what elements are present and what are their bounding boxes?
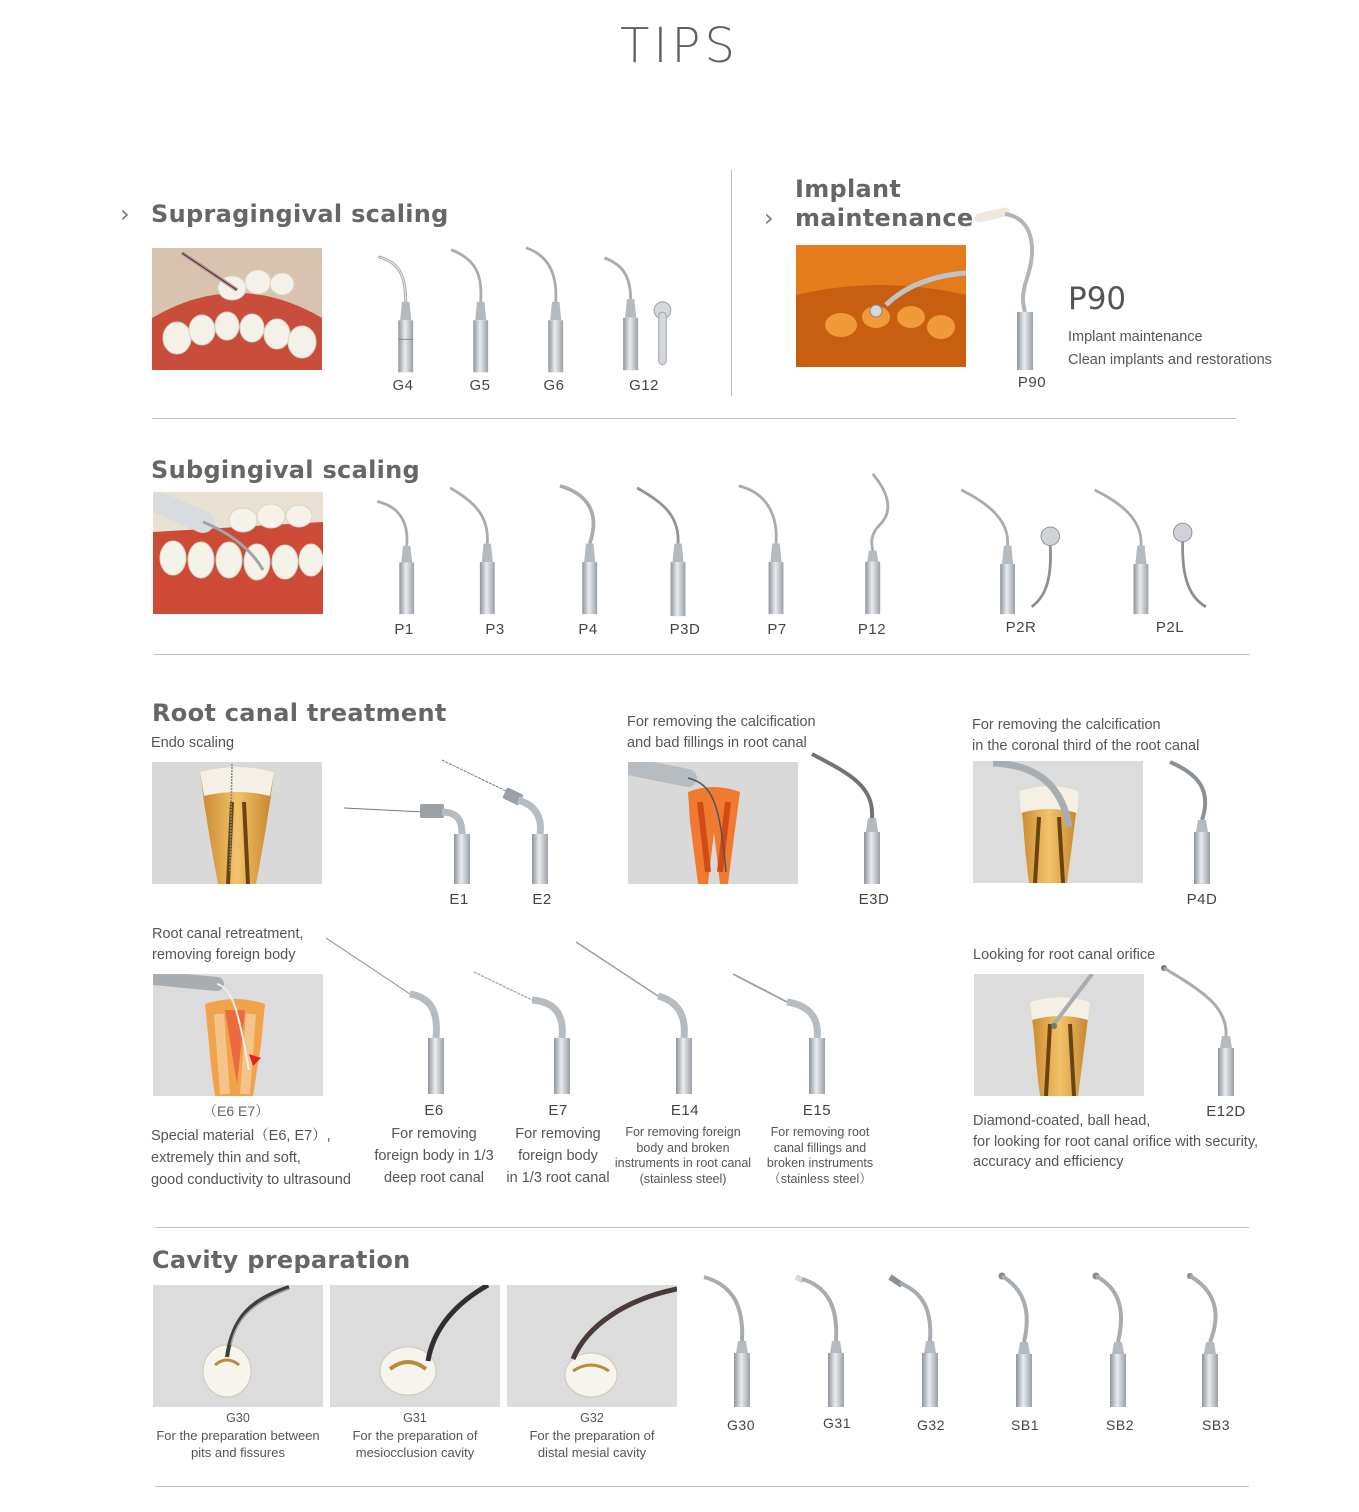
implant-photo [796, 245, 966, 367]
calcification-caption-2 [972, 715, 1199, 757]
calc2-line2: in the coronal third of the root canal [972, 738, 1200, 754]
tip-e12d-image [1160, 964, 1244, 1098]
tip-label-p3d: P3D [669, 621, 701, 638]
cavity-photo-g30 [153, 1285, 323, 1407]
subgingival-photo [153, 492, 323, 614]
e7-line3: in 1/3 root canal [506, 1170, 610, 1186]
tip-label-g32: G32 [917, 1417, 945, 1433]
section-divider [155, 1486, 1249, 1487]
tip-label-p4: P4 [578, 621, 598, 638]
tip-label-g5: G5 [469, 377, 491, 394]
tip-label-g30: G30 [727, 1417, 755, 1433]
tip-label-p90: P90 [1017, 374, 1047, 391]
p90-big-label: P90 [1068, 281, 1127, 317]
cavity-line2-g31: mesiocclusion cavity [355, 1444, 475, 1460]
tip-label-p2r: P2R [1005, 619, 1037, 636]
tip-label-p4d: P4D [1186, 891, 1218, 908]
orifice-photo [974, 974, 1144, 1096]
diamond-coated-text [973, 1111, 1258, 1173]
e14-line1: For removing foreign [625, 1125, 741, 1139]
tip-p90-image [975, 208, 1055, 374]
e15-line2: canal fillings and [773, 1140, 867, 1155]
cavity-heading: Cavity preparation [152, 1246, 411, 1274]
e7-description [500, 1123, 616, 1189]
tip-e3d-image [810, 752, 886, 886]
retreat-line1: Root canal retreatment, [152, 926, 304, 942]
special-line2: extremely thin and soft, [151, 1150, 301, 1166]
tip-p3d-image [633, 486, 697, 618]
retreat-line2: removing foreign body [152, 946, 296, 963]
tip-e7-image [474, 970, 572, 1096]
tip-g30-image [702, 1275, 758, 1409]
tip-sb2-image [1092, 1272, 1134, 1409]
orifice-label: Looking for root canal orifice [973, 947, 1156, 963]
p90-desc-line1: Implant maintenance [1068, 329, 1203, 345]
tip-label-e3d: E3D [858, 891, 890, 908]
tip-label-p1: P1 [394, 621, 414, 638]
cavity-code-g30: G30 [226, 1411, 250, 1425]
e15-description [760, 1125, 880, 1187]
section-divider [155, 1227, 1249, 1228]
e7-line1: For removing [515, 1126, 601, 1142]
tip-label-g31: G31 [823, 1415, 851, 1431]
cavity-photo-g32 [507, 1285, 677, 1407]
tip-label-e7: E7 [548, 1102, 568, 1119]
tip-g12-image [600, 256, 680, 374]
tip-g5-image [447, 246, 507, 376]
tip-label-p3: P3 [485, 621, 505, 638]
retreatment-photo [153, 974, 323, 1096]
e6-e7-caption: （E6 E7） [203, 1103, 270, 1119]
supragingival-heading: Supragingival scaling [151, 200, 449, 228]
special-line3: good conductivity to ultrasound [151, 1172, 351, 1188]
special-line1: Special material（E6, E7）, [151, 1128, 331, 1144]
tip-g6-image [522, 246, 582, 376]
tip-label-e15: E15 [802, 1102, 832, 1119]
calcification-caption-1 [627, 712, 816, 754]
tip-g31-image [794, 1275, 850, 1409]
cavity-line2-g32: distal mesial cavity [537, 1444, 647, 1460]
e6-line3: deep root canal [384, 1170, 484, 1186]
tip-label-g6: G6 [543, 377, 565, 394]
tip-e2-image [442, 760, 554, 886]
e15-line1: For removing root [770, 1125, 870, 1139]
p90-description [1068, 326, 1272, 372]
chevron-right-icon: › [120, 200, 130, 228]
tip-p3-image [446, 486, 510, 616]
tip-g4-image [372, 246, 432, 376]
special-material-text [151, 1125, 351, 1191]
tip-label-p12: P12 [857, 621, 887, 638]
e6-line2: foreign body in 1/3 [374, 1148, 494, 1164]
calcification-photo-2 [973, 761, 1143, 883]
tip-e14-image [576, 940, 694, 1096]
cavity-caption-g31 [330, 1411, 500, 1461]
tip-label-e2: E2 [532, 891, 552, 908]
tip-label-g4: G4 [392, 377, 414, 394]
tip-label-p7: P7 [767, 621, 787, 638]
chevron-right-icon: › [764, 204, 774, 232]
section-divider [152, 418, 1236, 419]
calcification-photo-1 [628, 762, 798, 884]
tip-g32-image [888, 1275, 944, 1409]
supragingival-photo [152, 248, 322, 370]
e6-description [368, 1123, 500, 1189]
e6-line1: For removing [391, 1126, 477, 1142]
tip-label-p2l: P2L [1155, 619, 1185, 636]
tip-label-sb2: SB2 [1106, 1417, 1134, 1433]
subgingival-heading: Subgingival scaling [151, 456, 420, 484]
e15-line3: broken instruments [766, 1156, 874, 1170]
cavity-line1-g32: For the preparation of [529, 1427, 655, 1443]
diamond-line1: Diamond-coated, ball head, [973, 1113, 1151, 1129]
tip-label-e12d: E12D [1206, 1103, 1246, 1120]
tip-label-e14: E14 [670, 1102, 700, 1119]
tip-p1-image [373, 496, 433, 616]
e14-description [610, 1125, 756, 1187]
endo-scaling-photo [152, 762, 322, 884]
e14-line4: (stainless steel) [639, 1171, 727, 1186]
tip-p4-image [556, 484, 616, 616]
p90-desc-line2: Clean implants and restorations [1068, 352, 1272, 368]
tip-label-sb3: SB3 [1202, 1417, 1230, 1433]
section-divider [154, 654, 1250, 655]
e15-line4: （stainless steel） [768, 1171, 872, 1186]
e14-line3: instruments in root canal [614, 1156, 752, 1170]
cavity-line2-g30: pits and fissures [191, 1444, 285, 1460]
tip-sb1-image [998, 1272, 1040, 1409]
tip-label-sb1: SB1 [1011, 1417, 1039, 1433]
retreatment-caption [152, 924, 304, 965]
tip-p7-image [735, 484, 791, 616]
calc2-line1: For removing the calcification [972, 717, 1161, 733]
tip-p4d-image [1168, 760, 1222, 886]
cavity-photo-g31 [330, 1285, 500, 1407]
e14-line2: body and broken [636, 1140, 730, 1155]
cavity-line1-g30: For the preparation between [156, 1427, 320, 1443]
cavity-line1-g31: For the preparation of [352, 1427, 478, 1443]
root-canal-heading: Root canal treatment [152, 699, 447, 727]
cavity-code-g32: G32 [580, 1411, 604, 1425]
calc1-line1: For removing the calcification [627, 714, 816, 730]
endo-scaling-label: Endo scaling [151, 735, 235, 751]
diamond-line2: for looking for root canal orifice with security, [973, 1133, 1259, 1150]
calc1-line2: and bad fillings in root canal [627, 735, 807, 751]
cavity-caption-g30 [153, 1411, 323, 1461]
cavity-caption-g32 [507, 1411, 677, 1461]
tip-label-e1: E1 [449, 891, 469, 908]
tip-label-g12: G12 [629, 377, 659, 394]
tip-p2r-image [955, 488, 1075, 616]
e7-line2: foreign body [518, 1148, 598, 1164]
tip-e15-image [733, 972, 827, 1096]
cavity-code-g31: G31 [403, 1411, 427, 1425]
tip-p2l-image [1088, 488, 1218, 616]
tip-sb3-image [1186, 1272, 1228, 1409]
tip-e6-image [326, 936, 446, 1096]
implant-heading-line2: maintenance [795, 204, 974, 232]
implant-heading-line1: Implant [795, 175, 902, 203]
vertical-divider [731, 170, 732, 396]
diamond-line3: accuracy and efficiency [973, 1154, 1124, 1170]
implant-heading [795, 175, 973, 233]
page-title: TIPS [620, 18, 739, 74]
tip-p12-image [858, 472, 908, 616]
tip-label-e6: E6 [424, 1102, 444, 1119]
